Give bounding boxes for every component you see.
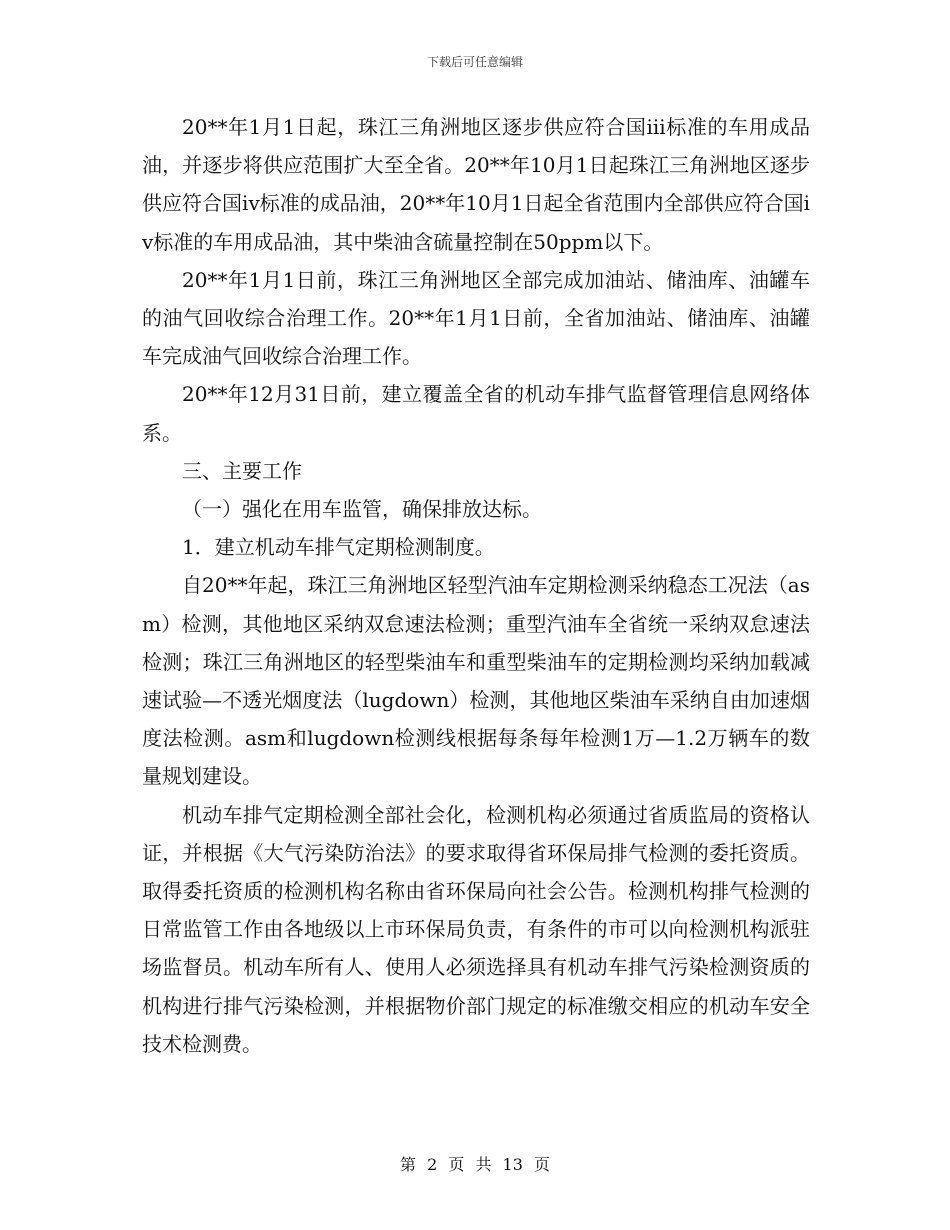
paragraph-testing-methods: 自20**年起，珠江三角洲地区轻型汽油车定期检测采纳稳态工况法（asm）检测，其他地区采纳双怠速法检测；重型汽油车全省统一采纳双怠速法检测；珠江三角洲地区的轻型柴油车和重型柴油车的定期检测均采纳加载减速试验—不透光烟度法（lugdown）检测，其他地区柴油车采纳自由加速烟度法检测。asm和lugdown检测线根据每条每年检测1万—1.2万辆车的数量规划建设。 [142, 573, 810, 789]
section-heading-main-work: 三、主要工作 [182, 458, 302, 483]
subsection-heading-supervision: （一）强化在用车监管，确保排放达标。 [182, 497, 542, 522]
paragraph-vapor-recovery: 20**年1月1日前，珠江三角洲地区全部完成加油站、储油库、油罐车的油气回收综合治理工作。20**年1月1日前，全省加油站、储油库、油罐车完成油气回收综合治理工作。 [142, 267, 810, 369]
page-footer: 第 2 页 共 13 页 [400, 1155, 550, 1174]
item-heading-periodic-testing: 1．建立机动车排气定期检测制度。 [182, 535, 495, 560]
paragraph-monitoring-network: 20**年12月31日前，建立覆盖全省的机动车排气监督管理信息网络体系。 [142, 382, 810, 445]
document-body [142, 108, 810, 1063]
page-header: 下载后可任意编辑 [426, 55, 523, 69]
paragraph-testing-socialization: 机动车排气定期检测全部社会化，检测机构必须通过省质监局的资格认证，并根据《大气污染防治法》的要求取得省环保局排气检测的委托资质。取得委托资质的检测机构名称由省环保局向社会公告。检测机构排气检测的日常监管工作由各地级以上市环保局负责，有条件的市可以向检测机构派驻场监督员。机动车所有人、使用人必须选择具有机动车排气污染检测资质的机构进行排气污染检测，并根据物价部门规定的标准缴交相应的机动车安全技术检测费。 [142, 802, 810, 1056]
paragraph-fuel-supply: 20**年1月1日起，珠江三角洲地区逐步供应符合国iii标准的车用成品油，并逐步将供应范围扩大至全省。20**年10月1日起珠江三角洲地区逐步供应符合国iv标准的成品油，20**年10月1日起全省范围内全部供应符合国iv标准的车用成品油，其中柴油含硫量控制在50ppm以下。 [142, 115, 810, 254]
